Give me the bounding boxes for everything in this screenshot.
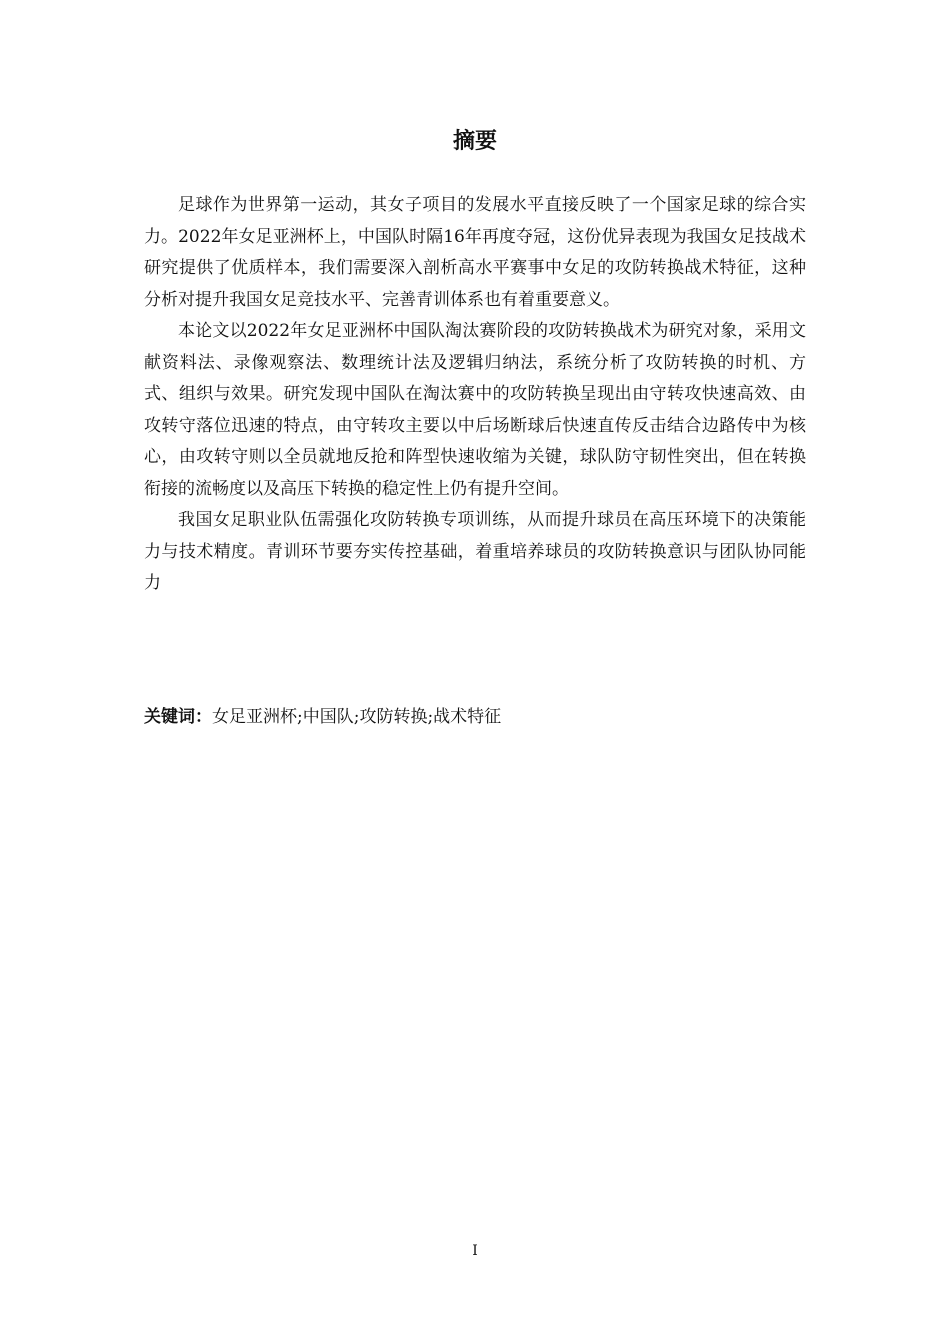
page-number: I [472, 1243, 478, 1259]
abstract-title: 摘要 [452, 129, 497, 154]
abstract-paragraph-2: 本论文以2022年女足亚洲杯中国队淘汰赛阶段的攻防转换战术为研究对象，采用文献资料法、录像观察法、数理统计法及逻辑归纳法，系统分析了攻防转换的时机、方式、组织与效果。研究发现中国队在淘汰赛中的攻防转换呈现出由守转攻快速高效、由攻转守落位迅速的特点，由守转攻主要以中后场断球后快速直传反击结合边路传中为核心，由攻转守则以全员就地反抢和阵型快速收缩为关键，球队防守韧性突出，但在转换衔接的流畅度以及高压下转换的稳定性上仍有提升空间。 [144, 321, 806, 499]
keywords-line [144, 703, 806, 731]
abstract-body [144, 190, 806, 600]
abstract-paragraph-1: 足球作为世界第一运动，其女子项目的发展水平直接反映了一个国家足球的综合实力。2022年女足亚洲杯上，中国队时隔16年再度夺冠，这份优异表现为我国女足技战术研究提供了优质样本，我们需要深入剖析高水平赛事中女足的攻防转换战术特征，这种分析对提升我国女足竞技水平、完善青训体系也有着重要意义。 [144, 195, 806, 310]
abstract-paragraph-3: 我国女足职业队伍需强化攻防转换专项训练，从而提升球员在高压环境下的决策能力与技术精度。青训环节要夯实传控基础，着重培养球员的攻防转换意识与团队协同能力 [144, 510, 806, 593]
keywords-label: 关键词： [144, 707, 212, 727]
keywords-text: 女足亚洲杯;中国队;攻防转换;战术特征 [212, 707, 502, 727]
